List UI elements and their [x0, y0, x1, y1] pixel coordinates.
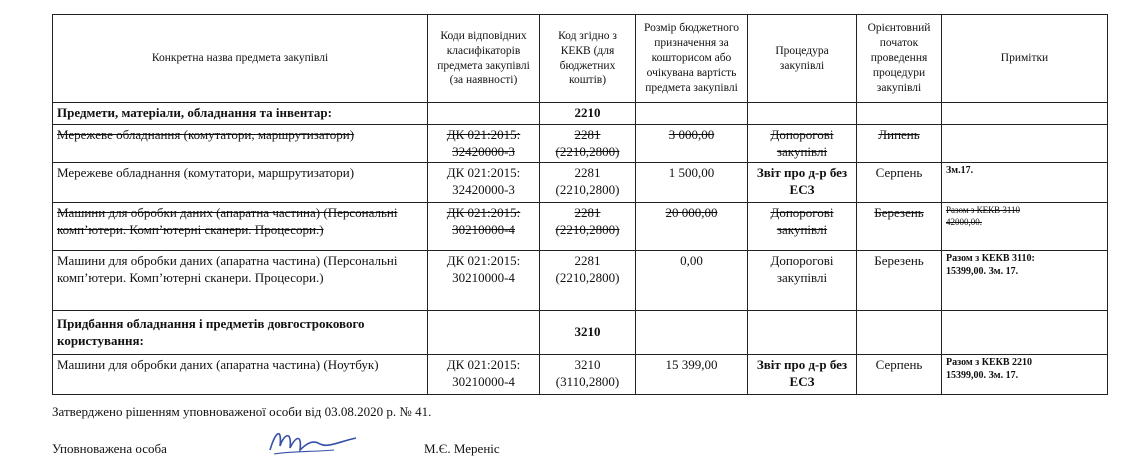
- approval-text: Затверджено рішенням уповноваженої особи від 03.08.2020 р. № 41.: [52, 404, 432, 419]
- procedure: Звіт про д-р без ЕСЗ: [748, 163, 857, 203]
- dk-code: ДК 021:2015: 32420000-3: [428, 163, 540, 203]
- table-row: [53, 251, 1108, 311]
- header-name: Конкретна назва предмета закупівлі: [53, 15, 428, 103]
- amount: 20 000,00: [636, 203, 748, 251]
- procedure: Допорогові закупівлі: [748, 125, 857, 163]
- dk-code: ДК 021:2015: 30210000-4: [428, 251, 540, 311]
- section-row: [53, 311, 1108, 355]
- item-name: Машини для обробки даних (апаратна частина) (Ноутбук): [53, 355, 428, 395]
- kekv-code: 3210 (3110,2800): [540, 355, 636, 395]
- note: [942, 125, 1108, 163]
- signature-name: М.Є. Мереніс: [424, 441, 500, 456]
- item-name: Машини для обробки даних (апаратна частина) (Персональні комп’ютери. Комп’ютерні сканери. Процесори.): [53, 203, 428, 251]
- note: Зм.17.: [942, 163, 1108, 203]
- table-row: [53, 355, 1108, 395]
- kekv-code: 2281 (2210,2800): [540, 203, 636, 251]
- start-month: Серпень: [857, 163, 942, 203]
- section-code: 2210: [540, 103, 636, 125]
- item-name: Мережеве обладнання (комутатори, маршрутизатори): [53, 125, 428, 163]
- header-classifier-codes: Коди відповідних класифікаторів предмета закупівлі (за наявності): [428, 15, 540, 103]
- section-code: 3210: [540, 311, 636, 355]
- section-row: [53, 103, 1108, 125]
- signature-label: Уповноважена особа: [52, 441, 167, 456]
- dk-code: ДК 021:2015: 30210000-4: [428, 355, 540, 395]
- amount: 3 000,00: [636, 125, 748, 163]
- item-name: Мережеве обладнання (комутатори, маршрутизатори): [53, 163, 428, 203]
- table-row: [53, 163, 1108, 203]
- section-title: Придбання обладнання і предметів довгострокового користування:: [53, 311, 428, 355]
- header-amount: Розмір бюджетного призначення за кошторисом або очікувана вартість предмета закупівлі: [636, 15, 748, 103]
- handwritten-signature-icon: [262, 424, 362, 458]
- dk-code: ДК 021:2015: 30210000-4: [428, 203, 540, 251]
- kekv-code: 2281 (2210,2800): [540, 251, 636, 311]
- item-name: Машини для обробки даних (апаратна частина) (Персональні комп’ютери. Комп’ютерні сканери. Процесори.): [53, 251, 428, 311]
- kekv-code: 2281 (2210,2800): [540, 125, 636, 163]
- header-row: [53, 15, 1108, 103]
- procedure: Допорогові закупівлі: [748, 203, 857, 251]
- note: Разом з КЕКВ 3110: 15399,00. Зм. 17.: [942, 251, 1108, 311]
- amount: 0,00: [636, 251, 748, 311]
- header-notes: Примітки: [942, 15, 1108, 103]
- kekv-code: 2281 (2210,2800): [540, 163, 636, 203]
- header-kekv: Код згідно з КЕКВ (для бюджетних коштів): [540, 15, 636, 103]
- start-month: Липень: [857, 125, 942, 163]
- amount: 15 399,00: [636, 355, 748, 395]
- procedure: Звіт про д-р без ЕСЗ: [748, 355, 857, 395]
- table-row: [53, 203, 1108, 251]
- amount: 1 500,00: [636, 163, 748, 203]
- header-procedure: Процедура закупівлі: [748, 15, 857, 103]
- dk-code: ДК 021:2015: 32420000-3: [428, 125, 540, 163]
- section-title: Предмети, матеріали, обладнання та інвентар:: [53, 103, 428, 125]
- start-month: Березень: [857, 251, 942, 311]
- note: Разом з КЕКВ 2210 15399,00. Зм. 17.: [942, 355, 1108, 395]
- header-start: Орієнтовний початок проведення процедури закупівлі: [857, 15, 942, 103]
- procurement-plan-table: [52, 14, 1108, 395]
- procedure: Допорогові закупівлі: [748, 251, 857, 311]
- start-month: Березень: [857, 203, 942, 251]
- note: Разом з КЕКВ 3110 42000,00.: [942, 203, 1108, 251]
- table-row: [53, 125, 1108, 163]
- start-month: Серпень: [857, 355, 942, 395]
